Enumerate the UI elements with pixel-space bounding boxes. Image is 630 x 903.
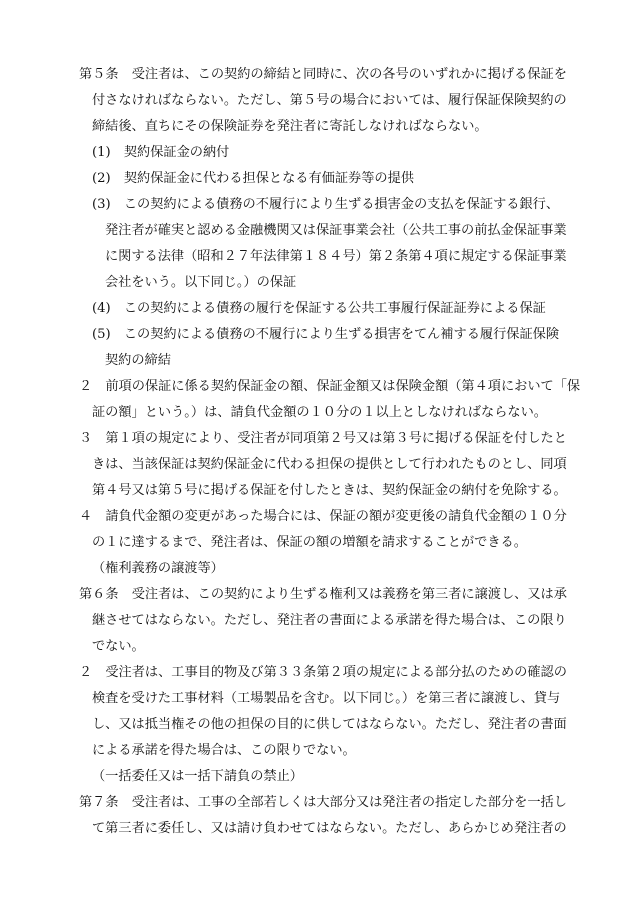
article-7-line-1: 第７条 受注者は、工事の全部若しくは大部分又は発注者の指定した部分を一括し [79,795,567,810]
article-6-paragraph-2-line-1: ２ 受注者は、工事目的物及び第３３条第２項の規定による部分払のための確認の [79,665,567,680]
article-6-paragraph-2-line-2: 検査を受けた工事材料（工場製品を含む。以下同じ。）を第三者に譲渡し、貸与 [92,691,561,706]
item-2: (2) 契約保証金に代わる担保となる有価証券等の提供 [92,171,414,186]
article-5-line-3: 締結後、直ちにその保険証券を発注者に寄託しなければならない。 [92,119,488,134]
item-4: (4) この契約による債務の履行を保証する公共工事履行保証証券による保証 [92,301,546,316]
article-5-line-2: 付さなければならない。ただし、第５号の場合においては、履行保証保険契約の [92,93,567,108]
article-7-line-2: て第三者に委任し、又は請け負わせてはならない。ただし、あらかじめ発注者の [92,821,567,836]
article-6-paragraph-2-line-3: し、又は抵当権その他の担保の目的に供してはならない。ただし、発注者の書面 [92,717,567,732]
item-5-line-1: (5) この契約による債務の不履行により生ずる損害をてん補する履行保証保険 [92,327,560,342]
item-3-line-2: 発注者が確実と認める金融機関又は保証事業会社（公共工事の前払金保証事業 [105,223,567,238]
section-heading-subcontract-ban: （一括委任又は一括下請負の禁止） [92,769,303,784]
article-6-line-2: 継させてはならない。ただし、発注者の書面による承諾を得た場合は、この限り [92,613,567,628]
paragraph-3-line-2: きは、当該保証は契約保証金に代わる担保の提供として行われたものとし、同項 [92,457,567,472]
paragraph-2-line-2: 証の額」という。）は、請負代金額の１０分の１以上としなければならない。 [92,405,547,420]
paragraph-2-line-1: ２ 前項の保証に係る契約保証金の額、保証金額又は保険金額（第４項において「保 [79,379,581,394]
item-3-line-3: に関する法律（昭和２７年法律第１８４号）第２条第４項に規定する保証事業 [105,249,567,264]
article-5-line-1: 第５条 受注者は、この契約の締結と同時に、次の各号のいずれかに掲げる保証を [79,67,567,82]
paragraph-3-line-3: 第４号又は第５号に掲げる保証を付したときは、契約保証金の納付を免除する。 [92,483,567,498]
article-6-line-3: でない。 [92,639,145,654]
item-1: (1) 契約保証金の納付 [92,145,230,160]
item-5-line-2: 契約の締結 [105,353,171,368]
section-heading-rights-transfer: （権利義務の譲渡等） [92,561,224,576]
item-3-line-1: (3) この契約による債務の不履行により生ずる損害金の支払を保証する銀行、 [92,197,560,212]
article-6-line-1: 第６条 受注者は、この契約により生ずる権利又は義務を第三者に譲渡し、又は承 [79,587,567,602]
item-3-line-4: 会社をいう。以下同じ。）の保証 [105,275,297,290]
paragraph-4-line-2: の１に達するまで、発注者は、保証の額の増額を請求することができる。 [92,535,527,550]
article-6-paragraph-2-line-4: による承諾を得た場合は、この限りでない。 [92,743,356,758]
paragraph-4-line-1: ４ 請負代金額の変更があった場合には、保証の額が変更後の請負代金額の１０分 [79,509,567,524]
paragraph-3-line-1: ３ 第１項の規定により、受注者が同項第２号又は第３号に掲げる保証を付したと [79,431,567,446]
